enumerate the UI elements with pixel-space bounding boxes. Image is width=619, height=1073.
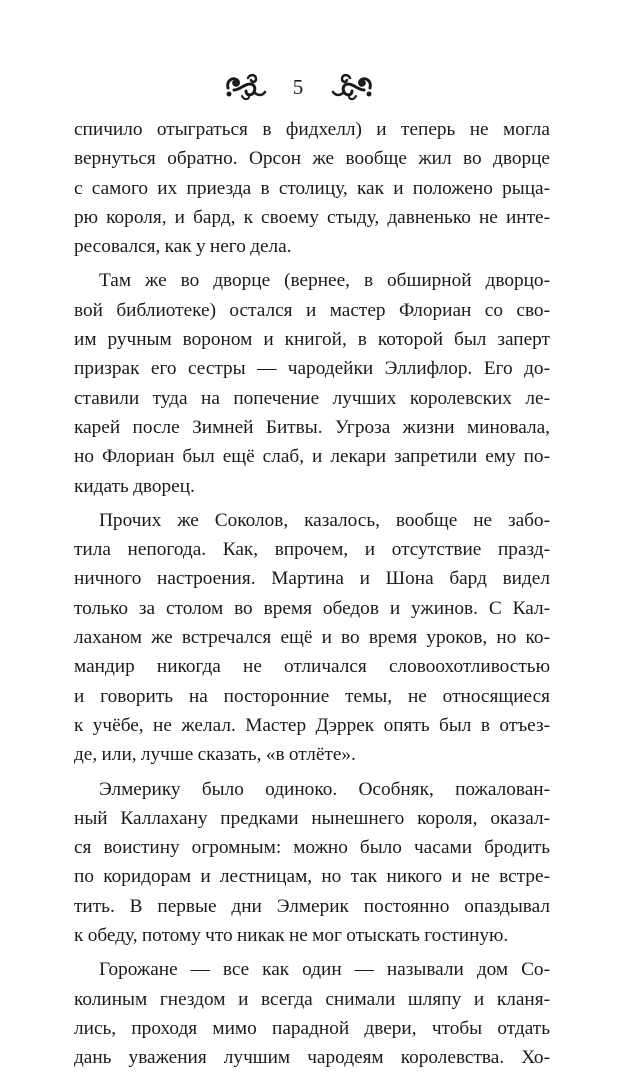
text-line: ся воистину огромным: можно было часами бродить [74,837,550,859]
text-line: ничного настроения. Мартина и Шона бард видел [74,568,550,590]
page-number: 5 [292,75,304,99]
paragraph-2 [74,266,550,500]
text-line: ресовался, как у него дела. [74,236,292,258]
paragraph-5 [74,955,550,1072]
text-line: по коридорам и лестницам, но так никого и не встре- [74,866,550,888]
text-line: тила непогода. Как, впрочем, и отсутствие празд- [74,539,550,561]
text-line: с самого их приезда в столицу, как и положено рыца- [74,177,550,199]
text-line: к обеду, потому что никак не мог отыскать гостиную. [74,925,509,947]
text-line: мандир никогда не отличался словоохотливостью [74,656,550,678]
text-line: тить. В первые дни Элмерик постоянно опаздывал [74,895,550,917]
text-line: кидать дворец. [74,475,195,497]
text-line: ставили туда на попечение лучших королевских ле- [74,387,550,409]
text-line: им ручным вороном и книгой, в которой был заперт [74,329,550,351]
right-flourish-icon [330,70,374,102]
text-line: Там же во дворце (вернее, в обширной дворцо- [99,270,550,292]
text-line: колиным гнездом и всегда снимали шляпу и кланя- [74,988,550,1010]
text-line: рю короля, и бард, к своему стыду, давненько не инте- [74,206,550,228]
text-line: де, или, лучше сказать, «в отлёте». [74,744,356,766]
paragraph-1 [74,115,550,261]
text-line: вернуться обратно. Орсон же вообще жил во дворце [74,148,550,170]
text-line: Прочих же Соколов, казалось, вообще не забо- [99,509,550,531]
left-flourish-icon [224,70,268,102]
text-line: Горожане — все как один — называли дом Со- [99,959,550,981]
text-line: лись, проходя мимо парадной двери, чтобы отдать [74,1017,550,1039]
page-header [0,70,619,106]
text-line: ный Каллахану предками нынешнего короля, оказал- [74,807,550,829]
text-line: карей после Зимней Битвы. Угроза жизни миновала, [74,416,550,438]
text-line: к учёбе, не желал. Мастер Дэррек опять был в отъез- [74,714,550,736]
text-line: вой библиотеке) остался и мастер Флориан со сво- [74,299,550,321]
text-line: Элмерику было одиноко. Особняк, пожалован- [99,778,550,800]
paragraph-3 [74,506,550,770]
text-line: спичило отыграться в фидхелл) и теперь не могла [74,119,550,140]
text-line: только за столом во время обедов и ужинов. С Кал- [74,597,550,619]
text-line: лаханом же встречался ещё и во время уроков, но ко- [74,627,550,649]
text-line: призрак его сестры — чародейки Эллифлор. Его до- [74,358,550,380]
text-line: дань уважения лучшим чародеям королевства. Хо- [74,1047,550,1069]
text-line: и говорить на посторонние темы, не относящиеся [74,685,550,707]
text-line: но Флориан был ещё слаб, и лекари запретили ему по- [74,446,550,468]
body-text [74,115,550,1073]
paragraph-4 [74,775,550,951]
